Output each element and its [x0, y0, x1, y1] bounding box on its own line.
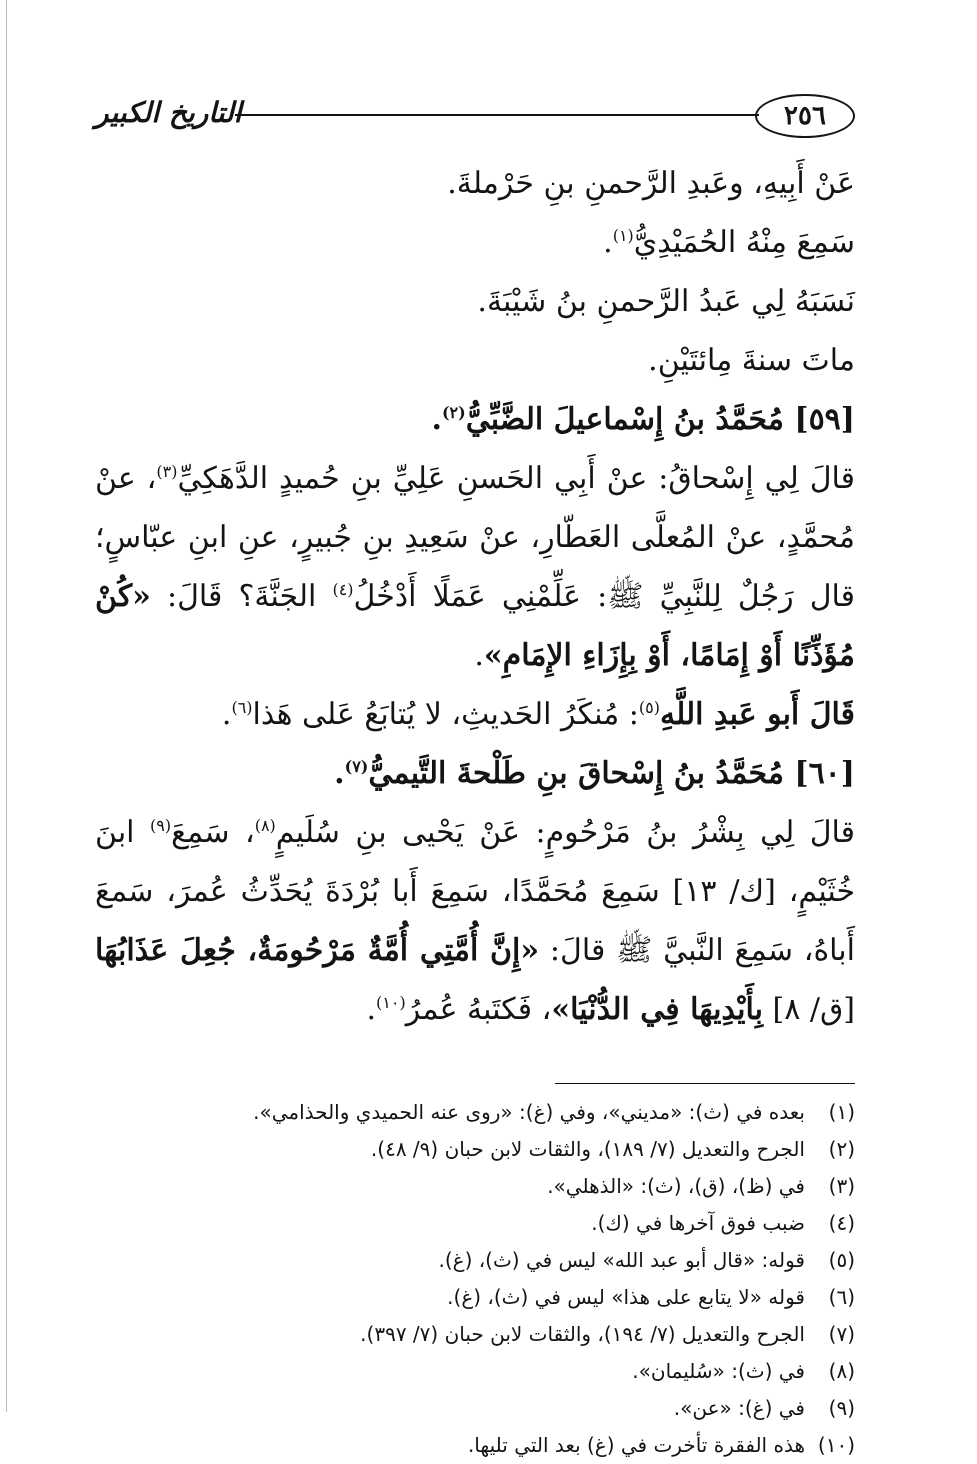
paragraph-60: قالَ لِي بِشْرُ بنُ مَرْحُومٍ: عَنْ يَحْيى بنِ سُلَيمٍ$^{(٨)}$، سَمِعَ$^{(٩)}$ ابنَ خُثَيْمٍ، [ك/ ١٣] سَمِعَ مُحَمَّدًا، سَمِعَ أَبا بُرْدَةَ يُحَدِّثُ عُمرَ، سَمعَ أَباهُ، سَمِعَ النَّبيَّ ﷺ قالَ: «إِنَّ أُمَّتِي أُمَّةٌ مَرْحُومَةٌ، جُعِلَ عَذَابُهَا [ق/ ٨] بِأَيْدِيهَا فِي الدُّنْيَا»، فَكتَبهُ عُمرُ$^{(١٠)}$.	[95, 815, 855, 1027]
entry-heading-59: [٥٩] مُحَمَّدُ بنُ إِسْماعيلَ الضَّبِّيُّ$^{(٢)}$.	[431, 402, 855, 437]
text-segment: سَمِعَ مِنْهُ الحُمَيْدِيُّ	[633, 225, 855, 260]
footnote-marker: (٨)	[254, 816, 276, 835]
footnote-marker: (٣)	[156, 462, 178, 481]
text-segment: : مُنكَرُ الحَديثِ، لا يُتابَعُ عَلى هَذا	[252, 697, 639, 732]
text-segment: قالَ لِي إِسْحاقُ: عنْ أَبِي الحَسنِ عَلِيِّ بنِ حُميدٍ الدَّهَكِيِّ	[177, 461, 855, 496]
footnote-number: (٦)	[828, 1285, 855, 1309]
footnote-item	[95, 1279, 855, 1316]
footnote-item	[95, 1316, 855, 1353]
hadith-text: «إِنَّ أُمَّتِي أُمَّةٌ مَرْحُومَةٌ، جُعِلَ عَذَابُهَا	[95, 933, 540, 968]
text-segment: ، سَمِعَ	[171, 815, 255, 850]
book-title: التاريخ الكبير	[95, 96, 242, 129]
footnote-number: (٩)	[828, 1396, 855, 1420]
text-segment: ماتَ سنةَ مِائتَيْنِ.	[648, 343, 855, 378]
footnote-number: (٧)	[828, 1322, 855, 1346]
footnote-text: الجرح والتعديل (٧/ ١٨٩)، والثقات لابن حبان (٩/ ٤٨).	[370, 1137, 805, 1161]
text-segment: الجَنَّةَ؟ قَالَ:	[150, 579, 333, 614]
footnote-text: الجرح والتعديل (٧/ ١٩٤)، والثقات لابن حبان (٧/ ٣٩٧).	[360, 1322, 805, 1346]
footnote-item	[95, 1390, 855, 1427]
footnote-marker: (١٠)	[376, 993, 406, 1012]
scan-margin-line	[6, 0, 7, 1412]
footnote-item	[95, 1242, 855, 1279]
footnote-marker: (٤)	[332, 580, 354, 599]
entry-heading-60: [٦٠] مُحَمَّدُ بنُ إِسْحاقَ بنِ طَلْحةَ التَّيميُّ$^{(٧)}$.	[334, 756, 855, 791]
footnote-item	[95, 1131, 855, 1168]
text-segment: ، عنْ مُحمَّدٍ، عنْ المُعلَّى العَطّارِ، عنْ سَعِيدِ بنِ جُبيرٍ، عنِ ابنِ عبّاسٍ؛ قال رَجُلٌ لِلنَّبِيِّ ﷺ: عَلِّمْنِي عَمَلًا أَدْخُلُ	[95, 461, 855, 614]
footnote-item	[95, 1094, 855, 1131]
footnote-number: (٤)	[828, 1211, 855, 1235]
book-page	[95, 92, 855, 1464]
footnote-marker: (٩)	[150, 816, 172, 835]
footnote-number: (٣)	[828, 1174, 855, 1198]
footnote-number: (٥)	[828, 1248, 855, 1272]
footnote-item	[95, 1205, 855, 1242]
footnote-text: في (ث): «سُليمان».	[632, 1359, 805, 1383]
footnote-marker: (٢)	[441, 403, 466, 422]
footnote-item	[95, 1353, 855, 1390]
footnote-number: (١٠)	[817, 1433, 855, 1457]
manuscript-marker: [ق/ ٨]	[763, 992, 855, 1027]
text-segment: نَسَبَهُ لِي عَبدُ الرَّحمنِ بنُ شَيْبَةَ.	[477, 284, 855, 319]
text-segment: ابنَ خُثَيْمٍ، [ك/ ١٣] سَمِعَ مُحَمَّدًا، سَمِعَ أَبا بُرْدَةَ يُحَدِّثُ عُمرَ، سَمعَ أَباهُ، سَمِعَ النَّبيَّ ﷺ قالَ:	[95, 815, 855, 968]
footnote-text: قوله «لا يتابع على هذا» ليس في (ث)، (غ).	[447, 1285, 805, 1309]
hadith-text: بِأَيْدِيهَا فِي الدُّنْيَا»	[551, 992, 763, 1027]
page-header	[95, 92, 855, 142]
footnotes	[95, 1094, 855, 1464]
text-segment: قالَ لِي بِشْرُ بنُ مَرْحُومٍ: عَنْ يَحْيى بنِ سُلَيمٍ	[275, 815, 855, 850]
footnote-marker: (٥)	[638, 698, 660, 717]
entry-title: [٥٩] مُحَمَّدُ بنُ إِسْماعيلَ الضَّبِّيُّ	[465, 402, 855, 437]
text-segment: ، فَكتَبهُ عُمرُ	[405, 992, 552, 1027]
footnote-number: (٢)	[828, 1137, 855, 1161]
paragraph-59	[95, 449, 855, 685]
footnote-text: هذه الفقرة تأخرت في (غ) بعد التي تليها.	[467, 1433, 805, 1457]
footnote-marker: (٧)	[344, 757, 369, 776]
header-rule	[235, 114, 759, 116]
footnote-number: (١)	[828, 1100, 855, 1124]
footnote-text: قوله: «قال أبو عبد الله» ليس في (ث)، (غ).	[438, 1248, 805, 1272]
footnote-number: (٨)	[828, 1359, 855, 1383]
text-line	[95, 154, 855, 213]
entry-title: [٦٠] مُحَمَّدُ بنُ إِسْحاقَ بنِ طَلْحةَ التَّيميُّ	[368, 756, 855, 791]
text-line: سَمِعَ مِنْهُ الحُمَيْدِيُّ$^{(١)}$.	[603, 225, 855, 260]
footnote-text: بعده في (ث): «مديني»، وفي (غ): «روى عنه الحميدي والحذامي».	[253, 1100, 805, 1124]
hadith-text: «كُنْ مُؤَذِّنًا أَوْ إِمَامًا، أَوْ بِإِزَاءِ الإِمَامِ»	[95, 579, 855, 673]
commentator-label: قَالَ أَبو عَبدِ اللَّهِ	[660, 697, 855, 732]
text-line	[95, 272, 855, 331]
footnotes-rule	[555, 1083, 855, 1084]
main-text	[95, 154, 855, 1039]
footnote-text: في (غ): «عن».	[673, 1396, 805, 1420]
text-segment: عَنْ أَبِيهِ، وعَبدِ الرَّحمنِ بنِ حَرْملةَ.	[447, 166, 855, 201]
text-line	[95, 331, 855, 390]
text-segment: .	[474, 638, 484, 673]
footnote-item	[95, 1427, 855, 1464]
footnote-marker: (٦)	[231, 698, 253, 717]
page-number: ٢٥٦	[755, 94, 855, 138]
commentary-line: قَالَ أَبو عَبدِ اللَّهِ$^{(٥)}$: مُنكَرُ الحَديثِ، لا يُتابَعُ عَلى هَذا$^{(٦)}$.	[221, 697, 855, 732]
footnote-marker: (١)	[612, 226, 634, 245]
footnote-item	[95, 1168, 855, 1205]
footnote-text: في (ظ)، (ق)، (ث): «الذهلي».	[547, 1174, 805, 1198]
footnote-text: ضبب فوق آخرها في (ك).	[591, 1211, 805, 1235]
